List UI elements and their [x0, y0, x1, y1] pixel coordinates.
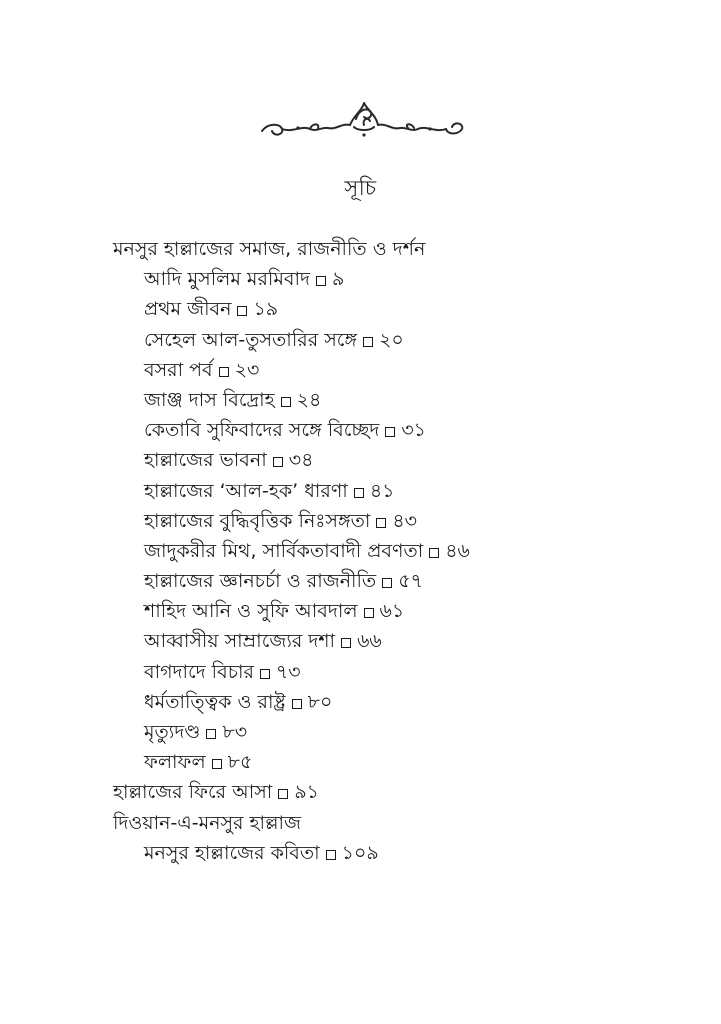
- toc-entry-label: হাল্লাজের জ্ঞানচর্চা ও রাজনীতি: [144, 570, 377, 593]
- toc-entry-label: শাহিদ আনি ও সুফি আবদাল: [144, 600, 358, 623]
- toc-entry[interactable]: [113, 325, 673, 355]
- toc-title: সূচি: [344, 176, 377, 200]
- toc-entry-page-number: ৩৪: [288, 449, 314, 472]
- page-separator-box-icon: [237, 306, 247, 316]
- page-separator-box-icon: [326, 850, 336, 860]
- toc-entry-label: হাল্লাজের ‘আল-হক’ ধারণা: [144, 479, 348, 502]
- toc-entry-page-number: ৮৩: [222, 721, 248, 743]
- toc-list: [113, 234, 673, 868]
- toc-entry[interactable]: [113, 415, 673, 445]
- toc-entry-page-number: ৮০: [307, 690, 333, 713]
- toc-entry[interactable]: [113, 506, 673, 536]
- toc-entry-label: হাল্লাজের ফিরে আসা: [113, 781, 273, 804]
- page-separator-box-icon: [281, 397, 291, 407]
- toc-entry[interactable]: [113, 808, 673, 838]
- toc-entry-page-number: ৫৭: [398, 570, 423, 593]
- page-separator-box-icon: [364, 608, 374, 618]
- toc-entry-page-number: ২৪: [296, 388, 322, 411]
- toc-entry[interactable]: [113, 445, 673, 475]
- page-separator-box-icon: [341, 638, 351, 648]
- toc-entry-page-number: ৯১: [294, 781, 319, 804]
- toc-entry-label: বসরা পর্ব: [144, 358, 213, 381]
- page-separator-box-icon: [292, 699, 302, 709]
- toc-entry[interactable]: [113, 234, 673, 264]
- toc-entry-label: ফলাফল: [144, 751, 206, 774]
- toc-entry[interactable]: [113, 355, 673, 385]
- toc-entry-label: মৃত্যুদণ্ড: [144, 721, 201, 743]
- toc-entry-page-number: ২০: [379, 328, 404, 351]
- page-separator-box-icon: [260, 669, 270, 679]
- page-separator-box-icon: [385, 427, 395, 437]
- toc-entry[interactable]: [113, 476, 673, 506]
- page-separator-box-icon: [316, 276, 326, 286]
- toc-entry-page-number: ৪১: [369, 479, 395, 502]
- toc-entry[interactable]: [113, 717, 673, 747]
- toc-entry-page-number: ৩১: [401, 419, 427, 442]
- toc-entry-label: হাল্লাজের বুদ্ধিবৃত্তিক নিঃসঙ্গতা: [144, 509, 371, 532]
- toc-entry-label: জাঞ্জ দাস বিদ্রোহ: [144, 388, 275, 411]
- toc-entry-page-number: ৬১: [379, 600, 405, 623]
- toc-entry-label: মনসুর হাল্লাজের সমাজ, রাজনীতি ও দর্শন: [113, 238, 426, 260]
- toc-entry-label: দিওয়ান-এ-মনসুর হাল্লাজ: [113, 811, 302, 834]
- toc-entry-page-number: ৮৫: [227, 751, 253, 774]
- toc-entry[interactable]: [113, 294, 673, 324]
- toc-entry-page-number: ১০৯: [341, 841, 379, 864]
- flourish-ornament-icon: [258, 97, 468, 145]
- toc-entry-label: ধর্মতাত্ত্বিক ও রাষ্ট্র: [144, 690, 286, 713]
- toc-entry-page-number: ১৯: [253, 298, 279, 321]
- page-separator-box-icon: [382, 578, 392, 588]
- toc-entry[interactable]: [113, 385, 673, 415]
- toc-entry-label: জাদুকরীর মিথ, সার্বিকতাবাদী প্রবণতা: [144, 539, 424, 562]
- toc-entry[interactable]: [113, 566, 673, 596]
- toc-entry-page-number: ৪৩: [392, 509, 418, 532]
- toc-entry[interactable]: [113, 596, 673, 626]
- toc-entry-label: আব্বাসীয় সাম্রাজ্যের দশা: [144, 630, 336, 653]
- page-separator-box-icon: [363, 337, 373, 347]
- page-separator-box-icon: [278, 789, 288, 799]
- toc-entry-page-number: ৪৬: [445, 539, 470, 562]
- toc-entry[interactable]: [113, 626, 673, 656]
- toc-entry[interactable]: [113, 838, 673, 868]
- toc-entry-label: প্রথম জীবন: [144, 298, 232, 321]
- toc-entry-label: বাগদাদে বিচার: [144, 660, 254, 683]
- page-separator-box-icon: [273, 457, 283, 467]
- toc-entry-label: আদি মুসলিম মরমিবাদ: [144, 268, 310, 291]
- toc-entry-label: কেতাবি সুফিবাদের সঙ্গে বিচ্ছেদ: [144, 419, 380, 442]
- toc-entry-label: সেহেল আল-তুসতারির সঙ্গে: [144, 328, 357, 351]
- toc-entry-label: মনসুর হাল্লাজের কবিতা: [144, 841, 320, 864]
- toc-entry[interactable]: [113, 687, 673, 717]
- page-separator-box-icon: [354, 488, 364, 498]
- toc-entry[interactable]: [113, 536, 673, 566]
- toc-entry[interactable]: [113, 264, 673, 294]
- toc-entry-page-number: ৯: [331, 268, 345, 291]
- page-separator-box-icon: [376, 518, 386, 528]
- toc-entry-page-number: ৭৩: [275, 660, 301, 683]
- toc-entry-page-number: ৬৬: [357, 630, 382, 653]
- toc-entry[interactable]: [113, 777, 673, 807]
- page-separator-box-icon: [206, 729, 216, 739]
- page-separator-box-icon: [429, 548, 439, 558]
- page-separator-box-icon: [219, 367, 229, 377]
- toc-entry[interactable]: [113, 657, 673, 687]
- toc-entry-page-number: ২৩: [234, 358, 260, 381]
- toc-entry[interactable]: [113, 747, 673, 777]
- page-separator-box-icon: [212, 759, 222, 769]
- toc-entry-label: হাল্লাজের ভাবনা: [144, 449, 267, 472]
